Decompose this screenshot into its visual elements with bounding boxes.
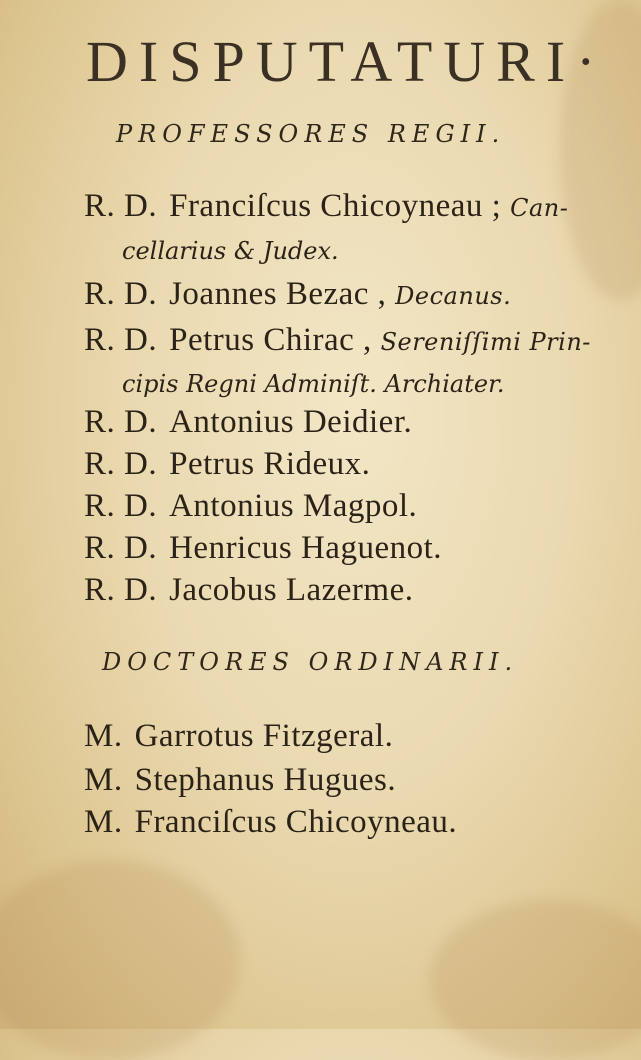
paper-stain	[430, 900, 641, 1060]
entry-name: Franciſcus Chicoyneau.	[134, 804, 458, 840]
entry-prefix: R. D.	[84, 276, 158, 312]
entry-continuation: cellarius & Judex.	[122, 237, 339, 265]
entry-prefix: R. D.	[84, 322, 158, 358]
entry-name: Joannes Bezac ,	[169, 276, 387, 312]
entry-name: Antonius Deidier.	[169, 404, 413, 440]
entry-prefix: M.	[84, 804, 123, 840]
entry-prefix: R. D.	[84, 446, 158, 482]
list-item	[84, 804, 457, 841]
entry-name: Jacobus Lazerme.	[169, 572, 414, 608]
list-item	[84, 446, 370, 483]
entry-prefix: R. D.	[84, 530, 158, 566]
list-item	[84, 188, 568, 225]
list-item	[84, 530, 442, 567]
list-item	[84, 488, 417, 525]
list-item	[84, 718, 393, 755]
list-item	[84, 322, 591, 359]
list-item	[84, 404, 412, 441]
entry-prefix: R. D.	[84, 188, 158, 224]
entry-name: Henricus Haguenot.	[169, 530, 443, 566]
entry-prefix: R. D.	[84, 488, 158, 524]
entry-role: Sereniſſimi Prin-	[380, 328, 591, 356]
list-item	[84, 572, 413, 609]
entry-role: Decanus.	[395, 282, 512, 310]
entry-name: Franciſcus Chicoyneau ;	[169, 188, 502, 224]
entry-role: Can-	[510, 194, 569, 222]
entry-name: Garrotus Fitzgeral.	[134, 718, 394, 754]
list-item	[84, 762, 396, 799]
entry-prefix: M.	[84, 762, 123, 798]
entry-continuation: cipis Regni Adminiſt. Archiater.	[122, 370, 505, 398]
entry-prefix: R. D.	[84, 572, 158, 608]
section-heading-doctores: DOCTORES ORDINARII.	[102, 648, 519, 676]
entry-name: Antonius Magpol.	[169, 488, 418, 524]
paper-stain	[0, 860, 240, 1060]
entry-name: Stephanus Hugues.	[134, 762, 397, 798]
entry-name: Petrus Chirac ,	[169, 322, 372, 358]
entry-prefix: R. D.	[84, 404, 158, 440]
entry-name: Petrus Rideux.	[169, 446, 371, 482]
page-title: DISPUTATURI·	[86, 29, 607, 94]
list-item	[84, 276, 511, 313]
section-heading-professores: PROFESSORES REGII.	[116, 120, 506, 148]
entry-prefix: M.	[84, 718, 123, 754]
